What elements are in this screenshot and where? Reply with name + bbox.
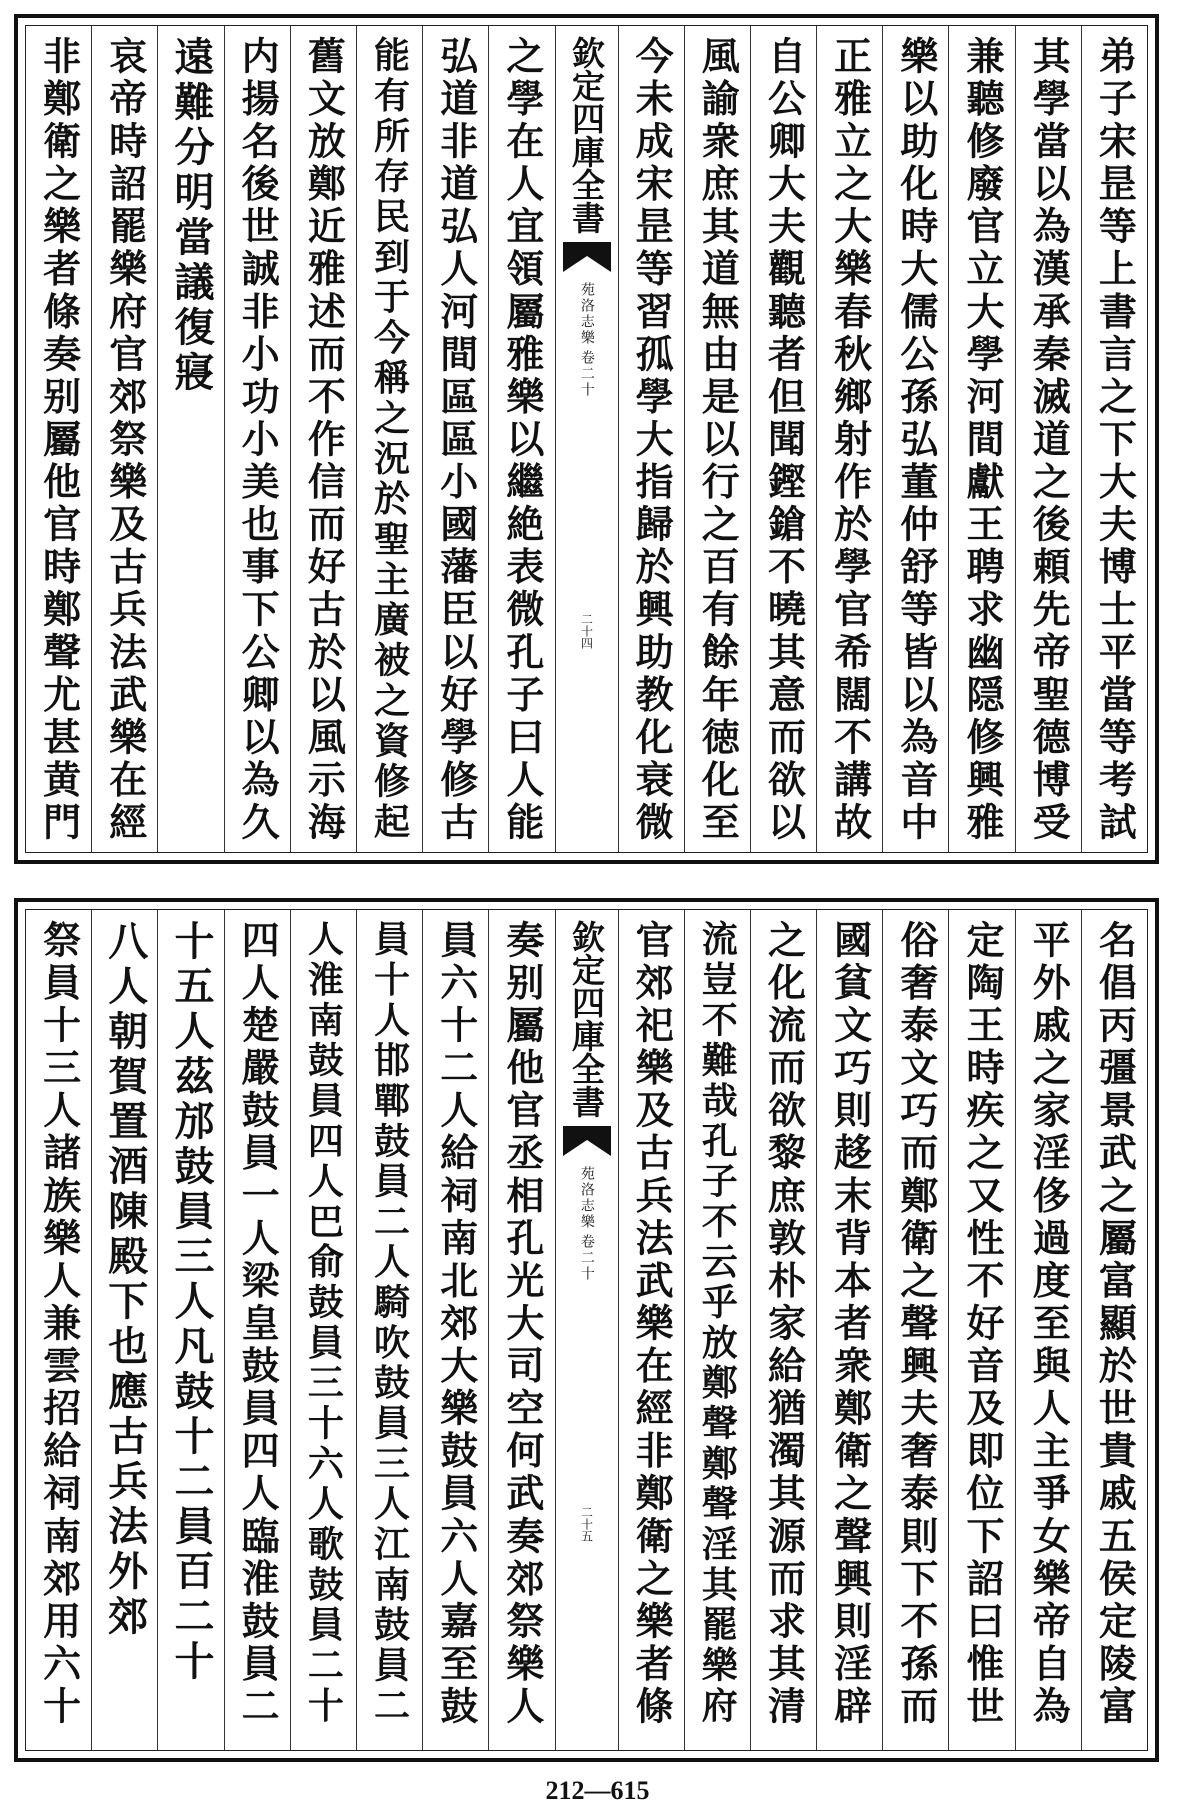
text-column bbox=[422, 26, 488, 852]
column-text: 自公卿大夫觀聽者但聞鏗鎗不曉其意而欲以 bbox=[761, 36, 807, 845]
spine-volume: 卷二十 bbox=[578, 1234, 595, 1282]
text-column bbox=[290, 910, 356, 1750]
text-column bbox=[356, 26, 422, 852]
text-column bbox=[26, 910, 91, 1750]
text-column bbox=[157, 910, 223, 1750]
text-column bbox=[948, 910, 1014, 1750]
column-text: 人淮南鼓員四人巴俞鼓員三十六人歌鼓員二十 bbox=[302, 920, 345, 1727]
spine-book-title: 苑洛志樂 bbox=[578, 1166, 595, 1230]
column-text: 風諭衆庶其道無由是以行之百有餘年徳化至 bbox=[695, 36, 741, 845]
text-column bbox=[422, 910, 488, 1750]
text-column bbox=[91, 26, 157, 852]
column-text: 弘道非道弘人河間區區小國藩臣以好學修古 bbox=[433, 36, 479, 845]
top-page-body bbox=[25, 25, 1148, 853]
text-column bbox=[356, 910, 422, 1750]
text-column bbox=[1081, 910, 1147, 1750]
column-text: 國貧文巧則趍末背本者衆鄭衛之聲興則淫辟 bbox=[827, 920, 873, 1729]
column-text: 奏别屬他官丞相孔光大司空何武奏郊祭樂人 bbox=[499, 920, 545, 1729]
center-spine bbox=[555, 26, 618, 852]
spine-title: 欽定四庫全書 bbox=[567, 920, 606, 1118]
text-column bbox=[26, 26, 91, 852]
text-column bbox=[816, 26, 882, 852]
column-text: 俗奢泰文巧而鄭衛之聲興夫奢泰則下不孫而 bbox=[893, 920, 939, 1729]
column-text: 十五人茲邡鼓員三人凡鼓十二員百二十 bbox=[167, 920, 215, 1685]
column-text: 樂以助化時大儒公孫弘董仲舒等皆以為音中 bbox=[893, 36, 939, 845]
column-text: 祭員十三人諸族樂人兼雲招給祠南郊用六十 bbox=[36, 920, 82, 1729]
column-text: 四人楚嚴鼓員一人梁皇鼓員四人臨淮鼓員二 bbox=[235, 920, 281, 1729]
text-column bbox=[488, 26, 554, 852]
text-column bbox=[816, 910, 882, 1750]
column-text: 内揚名後世誠非小功小美也事下公卿以為久 bbox=[235, 36, 281, 845]
text-column bbox=[1015, 910, 1081, 1750]
spine-page-number: 二十四 bbox=[579, 612, 594, 649]
column-text: 員六十二人給祠南北郊大樂鼓員六人嘉至鼓 bbox=[433, 920, 479, 1729]
text-column bbox=[684, 26, 750, 852]
column-text: 官郊祀樂及古兵法武樂在經非鄭衛之樂者條 bbox=[629, 920, 675, 1729]
text-column bbox=[882, 910, 948, 1750]
text-column bbox=[882, 26, 948, 852]
column-text: 員十人邯鄲鼓員二人騎吹鼓員三人江南鼓員二 bbox=[368, 920, 411, 1727]
spine-page-number: 二十五 bbox=[579, 1506, 594, 1543]
text-column bbox=[1015, 26, 1081, 852]
column-text: 正雅立之大樂春秋鄉射作於學官希闊不講故 bbox=[827, 36, 873, 845]
column-text: 平外戚之家淫侈過度至與人主爭女樂帝自為 bbox=[1026, 920, 1072, 1729]
text-column bbox=[750, 26, 816, 852]
text-column bbox=[290, 26, 356, 852]
column-text: 八人朝賀置酒陳殿下也應古兵法外郊 bbox=[101, 920, 149, 1640]
bottom-page-body bbox=[25, 909, 1148, 1751]
column-text: 之學在人宜領屬雅樂以繼絶表微孔子曰人能 bbox=[499, 36, 545, 845]
column-text: 兼聽修廢官立大學河間獻王聘求幽隠修興雅 bbox=[960, 36, 1006, 845]
spine-volume: 卷二十 bbox=[578, 350, 595, 398]
column-text: 其學當以為漢承秦滅道之後頼先帝聖德博受 bbox=[1026, 36, 1072, 845]
text-column bbox=[224, 910, 290, 1750]
page-footer-number: 212—615 bbox=[545, 1776, 650, 1805]
text-column bbox=[224, 26, 290, 852]
column-text: 名倡丙彊景武之屬富顯於世貴戚五侯定陵富 bbox=[1092, 920, 1138, 1729]
column-text: 之化流而欲黎庶敦朴家給猶濁其源而求其清 bbox=[761, 920, 807, 1729]
column-text: 定陶王時疾之又性不好音及即位下詔曰惟世 bbox=[960, 920, 1006, 1729]
column-text: 遠難分明當議復寢 bbox=[167, 36, 215, 396]
text-column bbox=[157, 26, 223, 852]
text-column bbox=[618, 26, 684, 852]
text-column bbox=[488, 910, 554, 1750]
fishtail-ornament-icon bbox=[563, 242, 611, 272]
spine-book-title: 苑洛志樂 bbox=[578, 282, 595, 346]
fishtail-ornament-icon bbox=[563, 1126, 611, 1156]
text-column bbox=[750, 910, 816, 1750]
text-column bbox=[618, 910, 684, 1750]
column-text: 能有所存民到于今稱之況於聖主廣被之資修起 bbox=[368, 36, 411, 843]
column-text: 弟子宋昰等上書言之下大夫博士平當等考試 bbox=[1092, 36, 1138, 845]
top-page-panel bbox=[14, 14, 1159, 864]
spine-title: 欽定四庫全書 bbox=[567, 36, 606, 234]
column-text: 流豈不難哉孔子不云乎放鄭聲鄭聲淫其罷樂府 bbox=[696, 920, 739, 1727]
text-column bbox=[948, 26, 1014, 852]
column-text: 非鄭衛之樂者條奏别屬他官時鄭聲尤甚黄門 bbox=[36, 36, 82, 845]
bottom-page-panel bbox=[14, 898, 1159, 1762]
text-column bbox=[91, 910, 157, 1750]
center-spine bbox=[555, 910, 618, 1750]
text-column bbox=[684, 910, 750, 1750]
column-text: 今未成宋昰等習孤學大指歸於興助教化衰微 bbox=[629, 36, 675, 845]
text-column bbox=[1081, 26, 1147, 852]
column-text: 哀帝時詔罷樂府官郊祭樂及古兵法武樂在經 bbox=[102, 36, 148, 845]
column-text: 舊文放鄭近雅述而不作信而好古於以風示海 bbox=[301, 36, 347, 845]
